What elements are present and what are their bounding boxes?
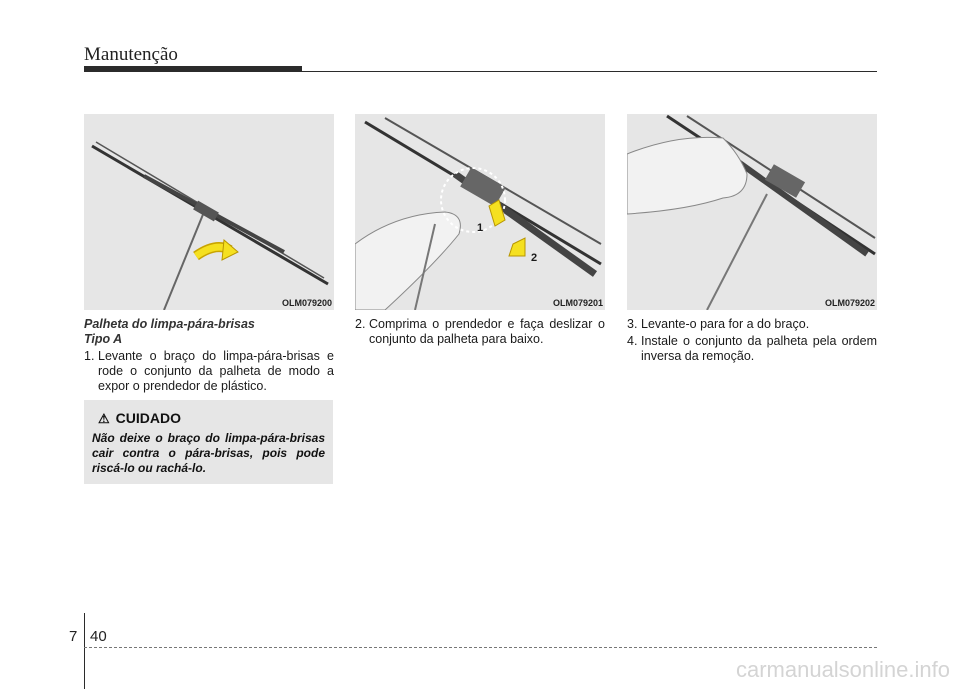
caution-text: Não deixe o braço do limpa-pára-brisas cair contra o pára-brisas, pois pode riscá-lo ou rachá-lo. [92,431,325,475]
header-rule [302,71,877,72]
hand-press-clip-illustration [355,114,605,310]
step-text: Levante-o para for a do braço. [641,317,810,331]
section-title: Palheta do limpa-pára-brisas [84,317,255,331]
column-1-text [84,317,334,394]
figure-code: OLM079202 [824,298,875,308]
step-text: Instale o conjunto da palheta pela ordem inversa da remoção. [641,334,877,363]
footer-divider-vertical [84,613,85,689]
caution-header [98,410,181,427]
warning-triangle-icon: ⚠ [98,411,110,426]
page-number: 40 [90,628,107,645]
step-1 [84,349,334,394]
hand-lift-blade-illustration [627,114,877,310]
step-number: 1. [84,349,95,363]
step-2 [355,317,605,347]
column-2-text [355,317,605,347]
column-3-text [627,317,877,364]
figure-wiper-rotate [84,114,334,310]
figure-press-clip [355,114,605,310]
callout-1: 1 [477,222,484,234]
step-text: Levante o braço do limpa-pára-brisas e rode o conjunto da palheta de modo a expor o prendedor de plástico. [98,349,334,393]
section-subtitle: Tipo A [84,332,123,346]
figure-code: OLM079201 [552,298,603,308]
step-3 [627,317,877,332]
caution-label: CUIDADO [115,410,181,426]
figure-code: OLM079200 [281,298,332,308]
step-number: 4. [627,334,638,348]
header-bar [84,66,302,72]
step-number: 3. [627,317,638,331]
page-header-title: Manutenção [84,44,178,65]
wiper-blade-illustration [84,114,334,310]
step-text: Comprima o prendedor e faça deslizar o conjunto da palheta para baixo. [369,317,605,346]
step-number: 2. [355,317,366,331]
chapter-number: 7 [69,628,78,645]
figure-lift-blade [627,114,877,310]
step-4 [627,334,877,364]
caution-box [84,400,333,484]
watermark: carmanualsonline.info [735,657,950,682]
footer-divider-dashed [84,647,877,648]
callout-2: 2 [531,252,538,264]
